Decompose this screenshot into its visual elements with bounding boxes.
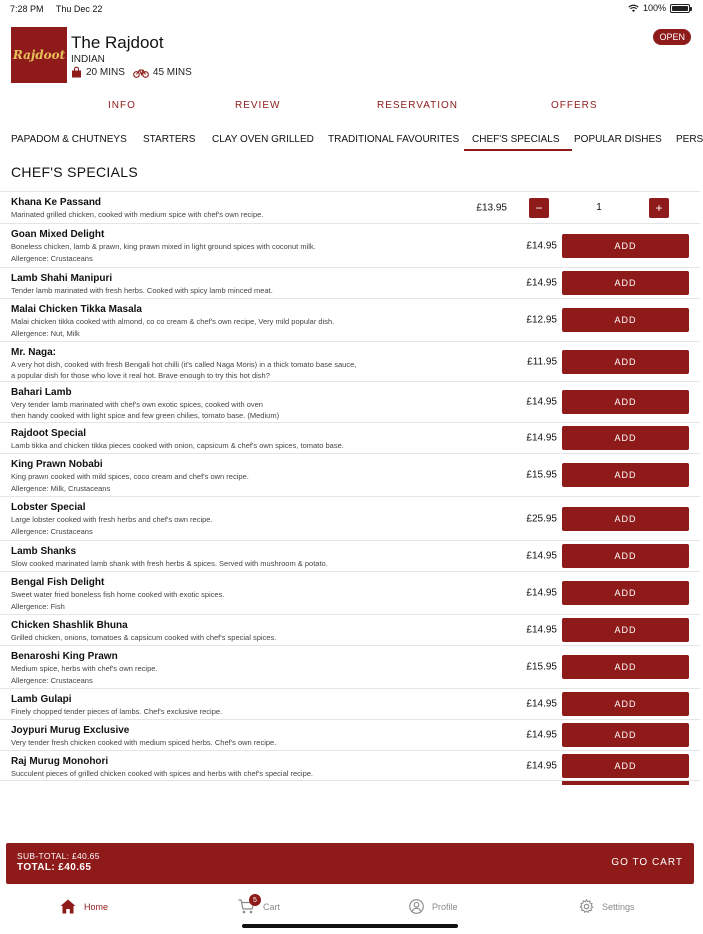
item-description: Tender lamb marinated with fresh herbs. Cooked with spicy lamb minced meat. <box>11 286 273 295</box>
item-name: Raj Murug Monohori <box>11 756 109 767</box>
add-button[interactable]: ADD <box>562 723 689 747</box>
home-icon <box>60 899 76 914</box>
menu-item <box>0 496 700 540</box>
menu-item <box>0 614 700 645</box>
item-name: Joypuri Murug Exclusive <box>11 725 130 736</box>
tab-reservation[interactable]: RESERVATION <box>377 100 459 111</box>
menu-item <box>0 341 700 381</box>
next-add-button-edge[interactable] <box>562 781 689 785</box>
collection-time: 20 MINS <box>86 67 125 78</box>
add-button[interactable]: ADD <box>562 655 689 679</box>
item-name: Lobster Special <box>11 502 86 513</box>
category-tab-papadom[interactable]: PAPADOM & CHUTNEYS <box>11 134 127 145</box>
add-button[interactable]: ADD <box>562 426 689 450</box>
category-tabs <box>0 130 703 152</box>
restaurant-header <box>11 27 691 83</box>
add-button[interactable]: ADD <box>562 271 689 295</box>
tab-profile[interactable] <box>409 899 458 914</box>
quantity-stepper <box>529 198 669 218</box>
item-name: Rajdoot Special <box>11 428 87 439</box>
item-description: Large lobster cooked with fresh herbs and chef's own recipe. <box>11 515 213 524</box>
menu-item <box>0 381 700 422</box>
item-name: Bengal Fish Delight <box>11 577 105 588</box>
item-name: Mr. Naga: <box>11 347 57 358</box>
menu-item-list[interactable] <box>0 191 700 788</box>
status-time: 7:28 PM <box>10 4 44 14</box>
item-price: £14.95 <box>526 624 557 636</box>
menu-item <box>0 191 700 223</box>
quantity-value: 1 <box>596 201 602 213</box>
item-description: Medium spice, herbs with chef's own recipe. <box>11 664 158 673</box>
menu-item <box>0 571 700 614</box>
home-indicator <box>242 924 458 928</box>
item-name: King Prawn Nobabi <box>11 459 103 470</box>
battery-percent: 100% <box>642 3 666 13</box>
tab-profile-label: Profile <box>432 901 458 912</box>
item-price: £12.95 <box>526 314 557 326</box>
item-description: A very hot dish, cooked with fresh Bengali hot chilli (it's called Naga Moris) in a thick tomato base sauce, <box>11 360 357 369</box>
delivery-times <box>71 67 192 78</box>
menu-item <box>0 645 700 688</box>
item-price: £14.95 <box>526 729 557 741</box>
item-name: Lamb Shahi Manipuri <box>11 273 113 284</box>
section-title: CHEF'S SPECIALS <box>11 164 138 180</box>
wifi-icon <box>628 4 639 13</box>
item-description: Sweet water fried boneless fish home cooked with exotic spices. <box>11 590 225 599</box>
cart-count-badge: 5 <box>249 894 261 906</box>
tab-cart-label: Cart <box>263 901 281 912</box>
item-price: £13.95 <box>476 202 507 213</box>
increase-quantity-button[interactable]: + <box>649 198 669 218</box>
decrease-quantity-button[interactable]: − <box>529 198 549 218</box>
item-allergence: Allergence: Crustaceans <box>11 254 93 263</box>
tab-info[interactable]: INFO <box>108 100 136 111</box>
tab-offers[interactable]: OFFERS <box>551 100 598 111</box>
shopping-bag-icon <box>71 67 82 78</box>
item-name: Goan Mixed Delight <box>11 229 105 240</box>
menu-item <box>0 453 700 496</box>
add-button[interactable]: ADD <box>562 692 689 716</box>
cart-subtotal: SUB-TOTAL: £40.65 <box>17 851 100 861</box>
menu-item <box>0 267 700 298</box>
item-description-line-2: a popular dish for those who love it real hot. Brave enough to try this hot dish? <box>11 371 270 380</box>
menu-item <box>0 750 700 781</box>
item-price: £14.95 <box>526 550 557 562</box>
item-name: Khana Ke Passand <box>11 197 102 208</box>
profile-icon <box>409 899 424 914</box>
item-price: £14.95 <box>526 432 557 444</box>
status-bar <box>0 0 700 18</box>
item-description: Grilled chicken, onions, tomatoes & capsicum cooked with chef's special spices. <box>11 633 277 642</box>
open-status-badge: OPEN <box>653 29 691 45</box>
add-button[interactable]: ADD <box>562 234 689 258</box>
add-button[interactable]: ADD <box>562 754 689 778</box>
item-price: £15.95 <box>526 661 557 673</box>
tab-review[interactable]: REVIEW <box>235 100 281 111</box>
item-allergence: Allergence: Crustaceans <box>11 527 93 536</box>
tab-settings[interactable] <box>579 899 635 914</box>
item-name: Bahari Lamb <box>11 387 72 398</box>
category-tab-chefs-specials[interactable]: CHEF'S SPECIALS <box>472 134 560 145</box>
item-description-line-2: then handy cooked with light spice and few green chilies, tomato base. (Medium) <box>11 411 280 420</box>
category-tab-starters[interactable]: STARTERS <box>143 134 196 145</box>
item-description: Slow cooked marinated lamb shank with fresh herbs & spices. Served with mushroom & potato. <box>11 559 328 568</box>
menu-item <box>0 719 700 750</box>
bike-icon <box>133 68 149 78</box>
item-description: Succulent pieces of grilled chicken cooked with spices and herbs with chef's special recipe. <box>11 769 314 778</box>
gear-icon <box>579 899 594 914</box>
item-description: Very tender lamb marinated with chef's own exotic spices, cooked with oven <box>11 400 263 409</box>
category-tab-pers[interactable]: PERS <box>676 134 703 145</box>
cart-total: TOTAL: £40.65 <box>17 862 92 873</box>
item-description: Boneless chicken, lamb & prawn, king prawn mixed in light ground spices with coconut milk. <box>11 242 316 251</box>
item-price: £14.95 <box>526 240 557 251</box>
item-price: £25.95 <box>526 513 557 524</box>
add-button[interactable]: ADD <box>562 544 689 568</box>
status-date: Thu Dec 22 <box>55 4 103 14</box>
restaurant-name: The Rajdoot <box>71 33 164 52</box>
item-allergence: Allergence: Nut, Milk <box>11 329 80 338</box>
menu-item <box>0 223 700 267</box>
info-tabs <box>0 100 700 116</box>
menu-item <box>0 688 700 719</box>
item-description: Finely chopped tender pieces of lambs. Chef's exclusive recipe. <box>11 707 223 716</box>
item-name: Chicken Shashlik Bhuna <box>11 620 128 631</box>
add-button[interactable]: ADD <box>562 618 689 642</box>
item-name: Lamb Gulapi <box>11 694 72 705</box>
item-allergence: Allergence: Crustaceans <box>11 676 93 685</box>
restaurant-cuisine: INDIAN <box>71 54 105 65</box>
item-price: £14.95 <box>526 587 557 599</box>
tab-home-label: Home <box>84 901 109 912</box>
add-button[interactable]: ADD <box>562 463 689 487</box>
menu-item <box>0 298 700 341</box>
item-price: £14.95 <box>526 277 557 289</box>
item-description: Very tender fresh chicken cooked with medium spiced herbs. Chef's own recipe. <box>11 738 277 747</box>
category-tab-clay-oven[interactable]: CLAY OVEN GRILLED <box>212 134 314 145</box>
add-button[interactable]: ADD <box>562 507 689 531</box>
add-button[interactable]: ADD <box>562 581 689 605</box>
item-price: £14.95 <box>526 396 557 408</box>
go-to-cart-button[interactable]: GO TO CART <box>611 857 683 868</box>
item-price: £14.95 <box>526 760 557 771</box>
tab-settings-label: Settings <box>602 901 635 912</box>
item-allergence: Allergence: Fish <box>11 602 65 611</box>
item-allergence: Allergence: Milk, Crustaceans <box>11 484 111 493</box>
item-description: Lamb tikka and chicken tikka pieces cooked with onion, capsicum & chef's own spices, tomato base. <box>11 441 344 450</box>
tab-cart[interactable] <box>238 896 281 914</box>
menu-item <box>0 422 700 453</box>
add-button[interactable]: ADD <box>562 350 689 374</box>
item-description: Malai chicken tikka cooked with almond, co co cream & chef's own recipe, Very mild popular dish. <box>11 317 335 326</box>
battery-icon <box>670 4 690 13</box>
item-name: Malai Chicken Tikka Masala <box>11 304 142 315</box>
item-description: Marinated grilled chicken, cooked with medium spice with chef's own recipe. <box>11 210 264 219</box>
item-price: £15.95 <box>526 469 557 481</box>
delivery-time: 45 MINS <box>152 67 192 78</box>
item-price: £14.95 <box>526 698 557 710</box>
item-description: King prawn cooked with mild spices, coco cream and chef's own recipe. <box>11 472 249 481</box>
restaurant-logo: Rajdoot <box>11 27 67 83</box>
add-button[interactable]: ADD <box>562 308 689 332</box>
bottom-tab-bar <box>0 893 700 923</box>
category-tab-popular[interactable]: POPULAR DISHES <box>574 134 662 145</box>
item-price: £11.95 <box>527 356 557 367</box>
menu-item <box>0 540 700 571</box>
item-name: Benaroshi King Prawn <box>11 651 118 662</box>
tab-home[interactable] <box>60 899 108 914</box>
category-tab-traditional[interactable]: TRADITIONAL FAVOURITES <box>328 134 460 145</box>
item-name: Lamb Shanks <box>11 546 77 557</box>
cart-summary-bar[interactable] <box>6 843 694 884</box>
add-button[interactable]: ADD <box>562 390 689 414</box>
